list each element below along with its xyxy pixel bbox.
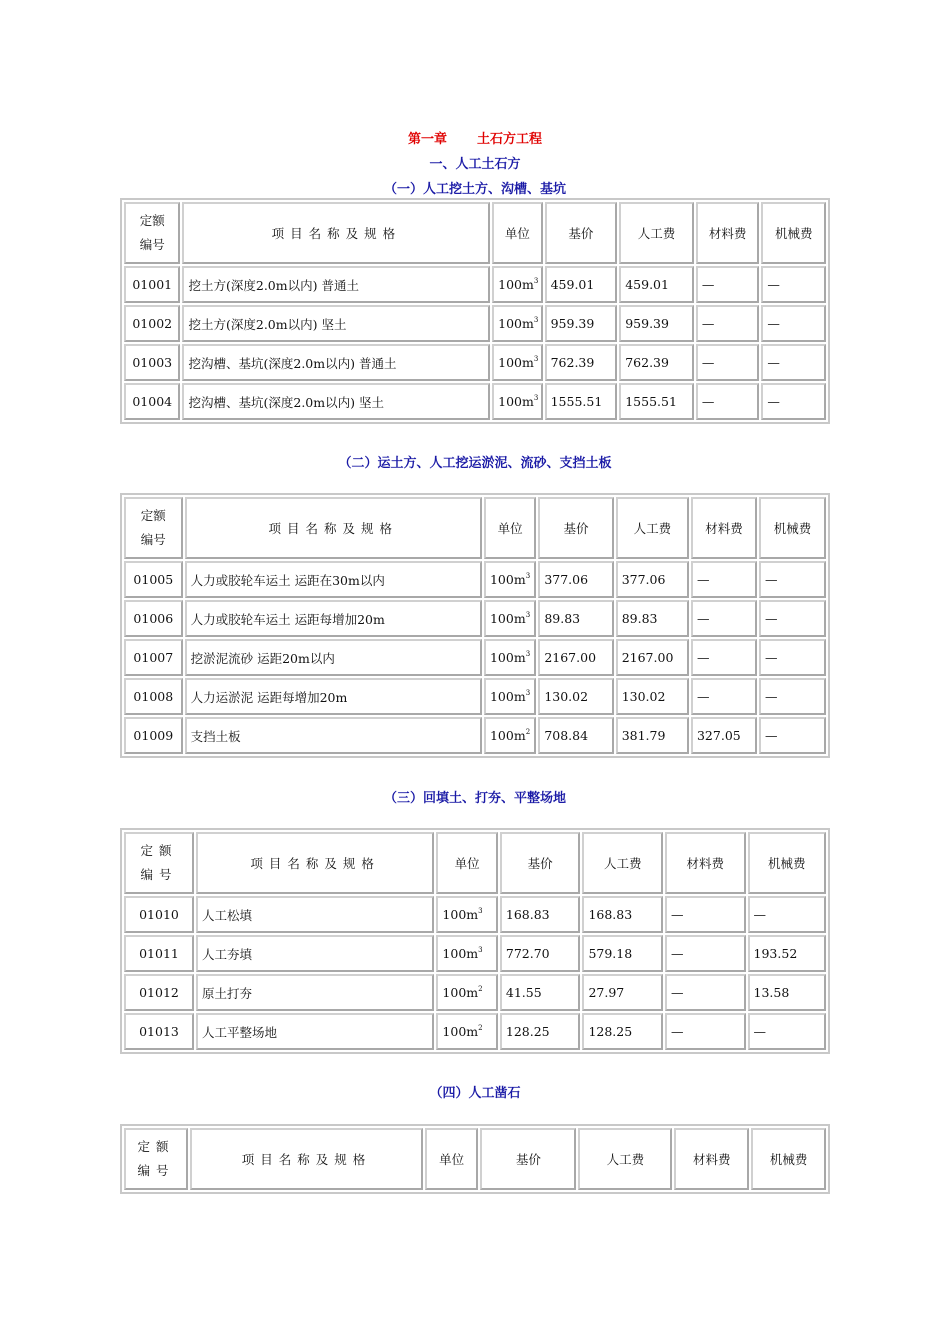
row-item-name-text: 挖淤泥流砂 运距20m以内 <box>190 650 335 666</box>
row-item-name <box>185 639 482 676</box>
row-labor-text: 1555.51 <box>625 394 677 409</box>
row-machine <box>759 717 826 754</box>
row-code <box>124 600 183 637</box>
row-code <box>124 639 183 676</box>
row-unit-text: 100m <box>442 907 479 922</box>
table-row <box>124 383 826 420</box>
row-item-name <box>185 678 482 715</box>
row-unit-text: 100m <box>442 946 479 961</box>
header-base-price: 基价 <box>545 202 618 264</box>
row-base-price-text: 128.25 <box>505 1024 550 1039</box>
row-base-price-text: 168.83 <box>505 907 550 922</box>
row-code <box>124 383 180 420</box>
row-material-text: — <box>701 394 715 409</box>
header-unit: 单位 <box>436 832 497 894</box>
chapter-title <box>0 128 950 147</box>
table-header-row <box>124 1128 826 1190</box>
row-code-text: 01005 <box>133 572 174 587</box>
header-machine: 机械费 <box>761 202 826 264</box>
row-unit-text: 100m <box>489 572 526 587</box>
row-base-price <box>500 974 581 1011</box>
row-base-price <box>545 344 618 381</box>
row-unit-text: 100m <box>498 277 534 292</box>
row-base-price-text: 2167.00 <box>544 650 597 665</box>
row-unit <box>436 935 497 972</box>
row-unit <box>484 561 536 598</box>
row-machine-text: — <box>767 277 780 292</box>
table-header-row <box>124 497 826 559</box>
table-row <box>124 344 826 381</box>
header-code-line1: 定额 <box>137 1139 175 1154</box>
row-labor <box>619 344 694 381</box>
row-labor-text: 2167.00 <box>621 650 674 665</box>
row-base-price <box>538 639 613 676</box>
row-unit-text: 100m <box>442 985 479 1000</box>
unit-exponent: 3 <box>525 611 531 619</box>
header-name: 项目名称及规格 <box>196 832 434 894</box>
header-machine: 机械费 <box>748 832 826 894</box>
row-code-text: 01010 <box>139 907 179 922</box>
row-unit-text: 100m <box>489 689 526 704</box>
row-material-text: — <box>670 946 684 961</box>
row-base-price-text: 459.01 <box>550 277 595 292</box>
row-labor <box>582 1013 663 1050</box>
quota-table-1 <box>120 198 830 424</box>
table-row <box>124 600 826 637</box>
unit-exponent: 2 <box>525 728 531 736</box>
header-name: 项目名称及规格 <box>182 202 490 264</box>
row-labor-text: 168.83 <box>588 907 633 922</box>
row-material <box>691 678 757 715</box>
row-base-price <box>500 935 581 972</box>
row-code-text: 01009 <box>133 728 174 743</box>
row-code-text: 01003 <box>132 355 173 370</box>
row-code-text: 01008 <box>133 689 174 704</box>
row-material-text: — <box>701 277 715 292</box>
row-base-price <box>545 383 618 420</box>
row-labor <box>616 639 689 676</box>
header-unit: 单位 <box>425 1128 478 1190</box>
unit-exponent: 3 <box>478 946 483 954</box>
row-code-text: 01004 <box>132 394 173 409</box>
row-unit <box>436 896 497 933</box>
chapter-name: 土石方工程 <box>477 132 543 147</box>
row-unit <box>492 305 542 342</box>
row-machine-text: — <box>767 394 780 409</box>
row-labor-text: 381.79 <box>621 728 666 743</box>
header-unit: 单位 <box>484 497 536 559</box>
row-machine-text: — <box>767 316 780 331</box>
row-item-name <box>196 1013 434 1050</box>
row-machine <box>761 383 826 420</box>
chapter-number: 第一章 <box>407 132 447 147</box>
row-labor-text: 89.83 <box>621 611 658 626</box>
header-base-price: 基价 <box>538 497 613 559</box>
header-machine: 机械费 <box>751 1128 826 1190</box>
row-unit-text: 100m <box>442 1024 479 1039</box>
row-code-text: 01006 <box>133 611 174 626</box>
row-base-price-text: 89.83 <box>544 611 581 626</box>
row-material <box>691 639 757 676</box>
row-machine-text: — <box>767 355 780 370</box>
unit-exponent: 3 <box>533 316 539 324</box>
row-item-name-text: 挖沟槽、基坑(深度2.0m以内) 普通土 <box>188 355 397 371</box>
row-machine-text: — <box>753 1024 767 1039</box>
table-row <box>124 935 826 972</box>
unit-exponent: 3 <box>533 355 539 363</box>
row-unit <box>436 1013 497 1050</box>
row-machine-text: — <box>764 689 778 704</box>
header-code-line1: 定额 <box>140 508 166 523</box>
row-unit <box>436 974 497 1011</box>
table-row <box>124 561 826 598</box>
quota-table-3 <box>120 828 830 1054</box>
row-item-name-text: 人力或胶轮车运土 运距在30m以内 <box>190 572 385 588</box>
header-code <box>124 497 183 559</box>
header-unit: 单位 <box>492 202 542 264</box>
row-material-text: 327.05 <box>696 728 741 743</box>
row-unit <box>484 717 536 754</box>
row-machine <box>761 305 826 342</box>
header-code-line2: 编号 <box>140 867 178 882</box>
header-code-line2: 编号 <box>140 532 166 547</box>
row-labor-text: 130.02 <box>621 689 666 704</box>
row-code-text: 01002 <box>132 316 173 331</box>
row-code <box>124 974 194 1011</box>
header-material: 材料费 <box>665 832 746 894</box>
table-header-row <box>124 832 826 894</box>
row-labor-text: 959.39 <box>625 316 669 331</box>
row-material-text: — <box>670 1024 684 1039</box>
quota-table-2 <box>120 493 830 758</box>
row-item-name <box>185 561 482 598</box>
header-code <box>124 202 180 264</box>
row-base-price <box>538 678 613 715</box>
row-material-text: — <box>670 907 684 922</box>
row-machine <box>761 266 826 303</box>
row-item-name <box>196 974 434 1011</box>
row-material <box>665 974 746 1011</box>
table-row <box>124 305 826 342</box>
unit-exponent: 3 <box>478 907 483 915</box>
quota-table-4 <box>120 1124 830 1194</box>
row-machine-text: — <box>753 907 767 922</box>
header-code-line2: 编号 <box>139 237 165 252</box>
unit-exponent: 3 <box>533 277 539 285</box>
row-machine-text: 193.52 <box>753 946 798 961</box>
table-title-1: （一）人工挖土方、沟槽、基坑 <box>383 182 566 197</box>
row-material-text: — <box>701 355 715 370</box>
row-code <box>124 344 180 381</box>
row-labor <box>619 266 694 303</box>
header-code-line1: 定额 <box>139 213 165 228</box>
row-material <box>691 717 757 754</box>
row-code <box>124 305 180 342</box>
row-unit-text: 100m <box>498 394 534 409</box>
header-code <box>124 1128 188 1190</box>
header-base-price: 基价 <box>480 1128 576 1190</box>
row-unit-text: 100m <box>498 316 534 331</box>
row-unit <box>492 344 542 381</box>
row-machine <box>761 344 826 381</box>
section-title: 一、人工土石方 <box>429 157 521 172</box>
row-machine <box>748 896 826 933</box>
row-labor <box>619 383 694 420</box>
row-material <box>665 935 746 972</box>
row-material <box>696 344 760 381</box>
row-machine <box>759 639 826 676</box>
table-title-4: （四）人工凿石 <box>429 1086 521 1101</box>
row-base-price <box>538 561 613 598</box>
row-code <box>124 678 183 715</box>
row-material-text: — <box>696 689 710 704</box>
table-row <box>124 639 826 676</box>
header-material: 材料费 <box>691 497 757 559</box>
row-base-price-text: 708.84 <box>544 728 589 743</box>
row-machine <box>759 678 826 715</box>
row-material <box>696 305 760 342</box>
header-labor: 人工费 <box>616 497 689 559</box>
row-item-name-text: 人工平整场地 <box>201 1024 277 1040</box>
row-base-price-text: 959.39 <box>550 316 595 331</box>
header-code <box>124 832 194 894</box>
row-labor <box>616 561 689 598</box>
row-labor <box>616 678 689 715</box>
row-code-text: 01013 <box>139 1024 179 1039</box>
row-item-name <box>185 717 482 754</box>
row-labor <box>616 717 689 754</box>
row-labor <box>582 974 663 1011</box>
row-material-text: — <box>701 316 715 331</box>
row-base-price <box>500 896 581 933</box>
row-item-name-text: 原土打夯 <box>201 985 252 1001</box>
row-material <box>691 600 757 637</box>
row-machine-text: 13.58 <box>753 985 790 1000</box>
unit-exponent: 2 <box>478 985 483 993</box>
row-labor-text: 128.25 <box>588 1024 633 1039</box>
header-name: 项目名称及规格 <box>185 497 482 559</box>
row-item-name <box>182 344 490 381</box>
row-item-name <box>185 600 482 637</box>
row-base-price-text: 130.02 <box>544 689 589 704</box>
table-title-3: （三）回填土、打夯、平整场地 <box>383 791 566 806</box>
row-labor <box>616 600 689 637</box>
row-labor <box>582 896 663 933</box>
row-material <box>665 896 746 933</box>
table-row <box>124 678 826 715</box>
row-code-text: 01007 <box>133 650 174 665</box>
table-row <box>124 717 826 754</box>
row-base-price <box>538 717 613 754</box>
row-labor <box>582 935 663 972</box>
header-labor: 人工费 <box>619 202 694 264</box>
row-item-name-text: 人工夯填 <box>201 946 252 962</box>
row-item-name-text: 人力或胶轮车运土 运距每增加20m <box>190 611 385 627</box>
unit-exponent: 2 <box>478 1024 483 1032</box>
row-code-text: 01001 <box>132 277 173 292</box>
row-code <box>124 896 194 933</box>
unit-exponent: 3 <box>525 572 531 580</box>
table-row <box>124 896 826 933</box>
header-material: 材料费 <box>696 202 760 264</box>
row-machine <box>748 1013 826 1050</box>
row-item-name-text: 人力运淤泥 运距每增加20m <box>190 689 348 705</box>
row-machine <box>748 935 826 972</box>
row-machine-text: — <box>764 650 778 665</box>
row-unit <box>492 266 542 303</box>
header-code-line2: 编号 <box>137 1163 175 1178</box>
row-base-price-text: 1555.51 <box>550 394 603 409</box>
header-base-price: 基价 <box>500 832 581 894</box>
header-code-line1: 定额 <box>140 843 178 858</box>
row-base-price-text: 377.06 <box>544 572 589 587</box>
row-material-text: — <box>696 611 710 626</box>
row-unit <box>484 678 536 715</box>
row-base-price <box>545 305 618 342</box>
row-material-text: — <box>696 650 710 665</box>
row-code-text: 01012 <box>139 985 179 1000</box>
row-code <box>124 561 183 598</box>
row-code <box>124 266 180 303</box>
row-code <box>124 935 194 972</box>
row-machine-text: — <box>764 728 778 743</box>
row-item-name-text: 挖土方(深度2.0m以内) 普通土 <box>188 277 359 293</box>
row-unit-text: 100m <box>489 728 526 743</box>
row-unit <box>492 383 542 420</box>
row-item-name <box>182 305 490 342</box>
row-labor-text: 459.01 <box>625 277 669 292</box>
row-material <box>691 561 757 598</box>
row-unit-text: 100m <box>498 355 534 370</box>
row-labor-text: 377.06 <box>621 572 666 587</box>
row-item-name <box>182 266 490 303</box>
row-labor-text: 27.97 <box>588 985 625 1000</box>
unit-exponent: 3 <box>525 650 531 658</box>
row-code <box>124 1013 194 1050</box>
table-title-2: （二）运土方、人工挖运淤泥、流砂、支挡土板 <box>338 456 612 471</box>
row-base-price <box>545 266 618 303</box>
header-machine: 机械费 <box>759 497 826 559</box>
row-material <box>696 383 760 420</box>
row-item-name-text: 挖土方(深度2.0m以内) 坚土 <box>188 316 347 332</box>
row-item-name-text: 支挡土板 <box>190 728 241 744</box>
row-machine <box>759 561 826 598</box>
row-item-name <box>196 935 434 972</box>
row-machine-text: — <box>764 572 778 587</box>
unit-exponent: 3 <box>525 689 531 697</box>
row-code-text: 01011 <box>139 946 179 961</box>
row-labor-text: 762.39 <box>625 355 669 370</box>
header-labor: 人工费 <box>578 1128 672 1190</box>
row-material <box>665 1013 746 1050</box>
table-row <box>124 1013 826 1050</box>
row-base-price-text: 41.55 <box>505 985 542 1000</box>
row-base-price <box>500 1013 581 1050</box>
row-code <box>124 717 183 754</box>
table-header-row <box>124 202 826 264</box>
header-material: 材料费 <box>674 1128 749 1190</box>
row-item-name <box>182 383 490 420</box>
row-item-name-text: 挖沟槽、基坑(深度2.0m以内) 坚土 <box>188 394 384 410</box>
row-item-name-text: 人工松填 <box>201 907 252 923</box>
row-material-text: — <box>696 572 710 587</box>
row-base-price-text: 762.39 <box>550 355 595 370</box>
row-item-name <box>196 896 434 933</box>
row-machine <box>748 974 826 1011</box>
row-labor <box>619 305 694 342</box>
row-unit <box>484 600 536 637</box>
row-material <box>696 266 760 303</box>
header-labor: 人工费 <box>582 832 663 894</box>
row-labor-text: 579.18 <box>588 946 633 961</box>
row-unit-text: 100m <box>489 611 526 626</box>
header-name: 项目名称及规格 <box>190 1128 423 1190</box>
row-base-price <box>538 600 613 637</box>
row-machine-text: — <box>764 611 778 626</box>
table-row <box>124 974 826 1011</box>
row-machine <box>759 600 826 637</box>
table-row <box>124 266 826 303</box>
row-unit-text: 100m <box>489 650 526 665</box>
row-unit <box>484 639 536 676</box>
unit-exponent: 3 <box>533 394 539 402</box>
row-base-price-text: 772.70 <box>505 946 550 961</box>
row-material-text: — <box>670 985 684 1000</box>
